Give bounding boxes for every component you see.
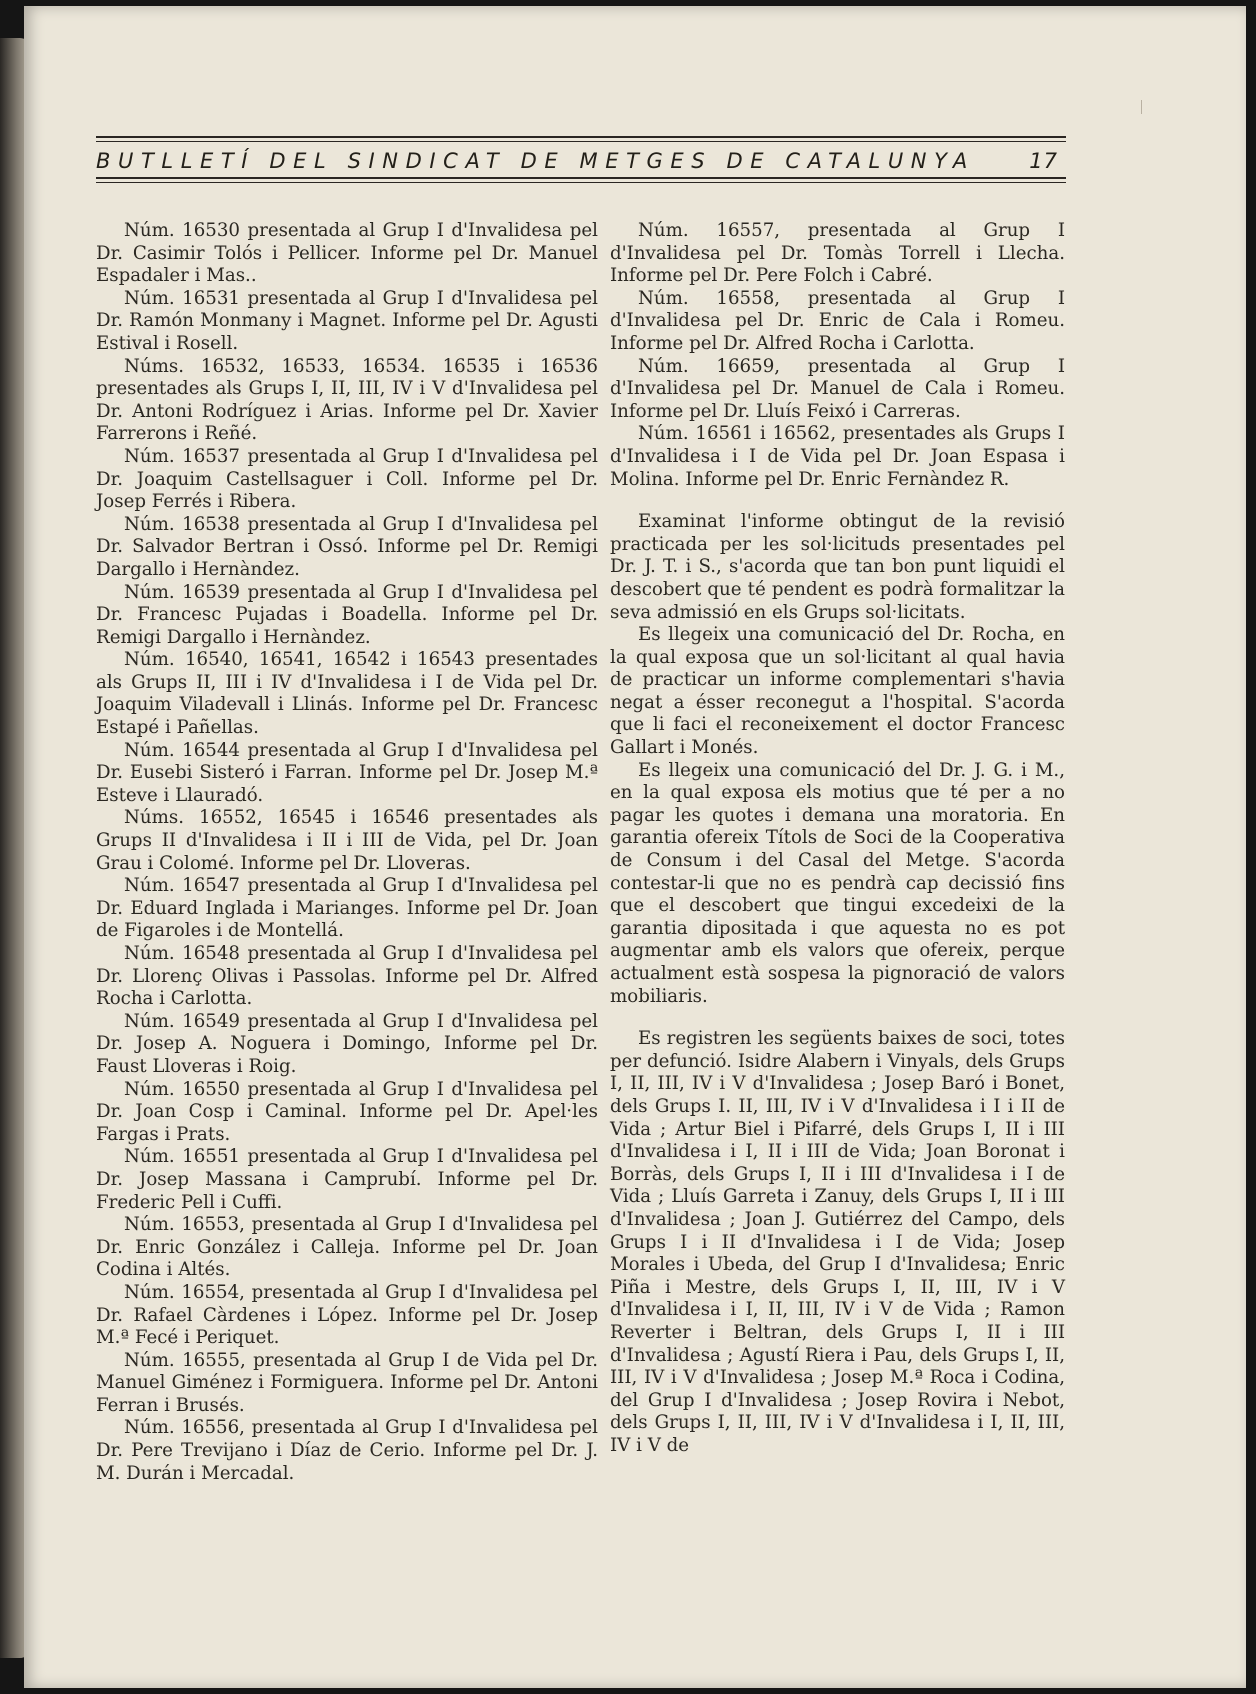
paragraph: Núm. 16547 presentada al Grup I d'Invalidesa pel Dr. Eduard Inglada i Marianges. Informe pel Dr. Joan de Figaroles i de Montellá. <box>96 875 598 942</box>
paragraph: Es llegeix una comunicació del Dr. J. G. i M., en la qual exposa els motius que té per a no pagar les quotes i demana una moratoria. En garantia ofereix Títols de Soci de la Cooperativa de Consum i del Casal del Metge. S'acorda contestar-li que no es pendrà cap decissió fins que el descobert que tingui excedeixi de la garantia dipositada i que aquesta no es pot augmentar amb els valors que ofereix, perque actualment està sospesa la pignoració de valors mobiliaris. <box>610 759 1065 1007</box>
header-rule-bottom-thin <box>96 182 1066 183</box>
paragraph: Núm. 16557, presentada al Grup I d'Invalidesa pel Dr. Tomàs Torrell i Llecha. Informe pel Dr. Pere Folch i Cabré. <box>610 220 1065 287</box>
paragraph: Núm. 16531 presentada al Grup I d'Invalidesa pel Dr. Ramón Monmany i Magnet. Informe pel Dr. Agusti Estival i Rosell. <box>96 287 598 354</box>
paragraph: Núm. 16530 presentada al Grup I d'Invalidesa pel Dr. Casimir Tolós i Pellicer. Informe pel Dr. Manuel Espadaler i Mas.. <box>96 220 598 287</box>
paragraph: Núm. 16548 presentada al Grup I d'Invalidesa pel Dr. Llorenç Olivas i Passolas. Informe pel Dr. Alfred Rocha i Carlotta. <box>96 943 598 1010</box>
paragraph: Núm. 16553, presentada al Grup I d'Invalidesa pel Dr. Enric González i Calleja. Informe pel Dr. Joan Codina i Altés. <box>96 1214 598 1281</box>
paragraph: Núm. 16540, 16541, 16542 i 16543 presentades als Grups II, III i IV d'Invalidesa i I de Vida pel Dr. Joaquim Viladevall i Llinás. Informe pel Dr. Francesc Estapé i Pañellas. <box>96 649 598 739</box>
paragraph: Examinat l'informe obtingut de la revisió practicada per les sol·licituds presentades pel Dr. J. T. i S., s'acorda que tan bon punt liquidi el descobert que té pendent es podrà formalitzar la seva admissió en els Grups sol·licitats. <box>610 511 1065 623</box>
right-column <box>610 220 1065 1457</box>
paragraph: Núm. 16538 presentada al Grup I d'Invalidesa pel Dr. Salvador Bertran i Ossó. Informe pel Dr. Remigi Dargallo i Hernàndez. <box>96 513 598 580</box>
paragraph: Núm. 16544 presentada al Grup I d'Invalidesa pel Dr. Eusebi Sisteró i Farran. Informe pel Dr. Josep M.ª Esteve i Llauradó. <box>96 739 598 806</box>
paragraph: Núm. 16539 presentada al Grup I d'Invalidesa pel Dr. Francesc Pujadas i Boadella. Informe pel Dr. Remigi Dargallo i Hernàndez. <box>96 581 598 648</box>
paragraph: Núm. 16549 presentada al Grup I d'Invalidesa pel Dr. Josep A. Noguera i Domingo, Informe pel Dr. Faust Lloveras i Roig. <box>96 1010 598 1077</box>
left-column <box>96 220 598 1485</box>
running-header <box>96 136 1066 183</box>
header-rule-top <box>96 136 1066 138</box>
paragraph: Núms. 16532, 16533, 16534. 16535 i 16536 presentades als Grups I, II, III, IV i V d'Invalidesa pel Dr. Antoni Rodríguez i Arias. Informe pel Dr. Xavier Farrerons i Reñé. <box>96 355 598 445</box>
paper-mark <box>1141 100 1142 114</box>
paragraph: Núm. 16537 presentada al Grup I d'Invalidesa pel Dr. Joaquim Castellsaguer i Coll. Informe pel Dr. Josep Ferrés i Ribera. <box>96 445 598 513</box>
paragraph: Es registren les següents baixes de soci, totes per defunció. Isidre Alabern i Vinyals, dels Grups I, II, III, IV i V d'Invalidesa ; Josep Baró i Bonet, dels Grups I. II, III, IV i V d'Invalidesa i I i II de Vida ; Artur Biel i Pifarré, dels Grups I, II i III d'Invalidesa i I, II i III de Vida; Joan Boronat i Borràs, dels Grups I, II i III d'Invalidesa i I de Vida ; Lluís Garreta i Zanuy, dels Grups I, II i III d'Invalidesa ; Joan J. Gutiérrez del Campo, dels Grups I i II d'Invalidesa i I de Vida; Josep Morales i Ubeda, del Grup I d'Invalidesa; Enric Piña i Mestre, dels Grups I, II, III, IV i V d'Invalidesa i I, II, III, IV i V de Vida ; Ramon Reverter i Beltran, dels Grups I, II i III d'Invalidesa ; Agustí Riera i Pau, dels Grups I, II, III, IV i V d'Invalidesa ; Josep M.ª Roca i Codina, del Grup I d'Invalidesa ; Josep Rovira i Nebot, dels Grups I, II, III, IV i V d'Invalidesa i I, II, III, IV i V de <box>610 1028 1065 1456</box>
header-rule-top-thin <box>96 141 1066 142</box>
paragraph: Núm. 16550 presentada al Grup I d'Invalidesa pel Dr. Joan Cosp i Caminal. Informe pel Dr. Apel·les Fargas i Prats. <box>96 1078 598 1145</box>
paragraph: Núm. 16558, presentada al Grup I d'Invalidesa pel Dr. Enric de Cala i Romeu. Informe pel Dr. Alfred Rocha i Carlotta. <box>610 287 1065 354</box>
paragraph: Núm. 16554, presentada al Grup I d'Invalidesa pel Dr. Rafael Càrdenes i López. Informe pel Dr. Josep M.ª Fecé i Periquet. <box>96 1281 598 1349</box>
header-rule-bottom <box>96 177 1066 179</box>
journal-title: BUTLLETÍ DEL SINDICAT DE METGES DE CATALUNYA <box>96 149 975 173</box>
header-title-row <box>96 149 1066 173</box>
paragraph: Núms. 16552, 16545 i 16546 presentades als Grups II d'Invalidesa i II i III de Vida, pel Dr. Joan Grau i Colomé. Informe pel Dr. Lloveras. <box>96 807 598 874</box>
page-number: 17 <box>1029 149 1058 173</box>
paragraph: Núm. 16561 i 16562, presentades als Grups I d'Invalidesa i I de Vida pel Dr. Joan Espasa i Molina. Informe pel Dr. Enric Fernàndez R. <box>610 423 1065 490</box>
paragraph: Núm. 16659, presentada al Grup I d'Invalidesa pel Dr. Manuel de Cala i Romeu. Informe pel Dr. Lluís Feixó i Carreras. <box>610 355 1065 422</box>
paragraph: Es llegeix una comunicació del Dr. Rocha, en la qual exposa que un sol·licitant al qual havia de practicar un informe complementari s'havia negat a ésser reconegut a l'hospital. S'acorda que li faci el reconeixement el doctor Francesc Gallart i Monés. <box>610 624 1065 759</box>
paragraph: Núm. 16555, presentada al Grup I de Vida pel Dr. Manuel Giménez i Formiguera. Informe pel Dr. Antoni Ferran i Brusés. <box>96 1349 598 1416</box>
paragraph: Núm. 16556, presentada al Grup I d'Invalidesa pel Dr. Pere Trevijano i Díaz de Cerio. Informe pel Dr. J. M. Durán i Mercadal. <box>96 1417 598 1484</box>
paragraph: Núm. 16551 presentada al Grup I d'Invalidesa pel Dr. Josep Massana i Camprubí. Informe pel Dr. Frederic Pell i Cuffi. <box>96 1146 598 1213</box>
